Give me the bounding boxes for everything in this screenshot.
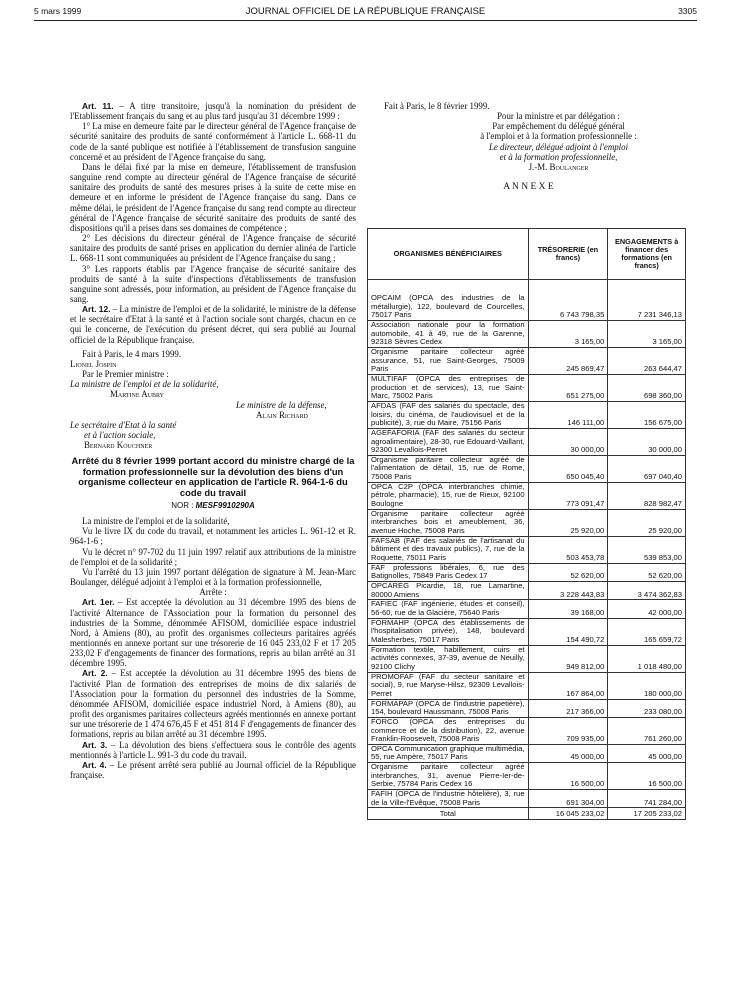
- tresorerie-cell: 146 111,00: [528, 401, 608, 428]
- nor-reference: [70, 501, 356, 511]
- tresorerie-cell: 52 620,00: [528, 563, 608, 581]
- organisme-cell: Association nationale pour la formation automobile, 41 à 49, rue de la Garenne, 92318 Sèvres Cedex: [368, 320, 529, 347]
- table-row: [368, 401, 686, 428]
- table-row: [368, 618, 686, 645]
- article-2-text: – Est acceptée la dévolution au 31 décembre 1995 des biens de l'activité Plan de formation des entreprises de moins de dix salariés de l'Association pour la formation du personnel des industries de la Somme, dénommée AFISOM, domiciliée espace industriel Nord, à Amiens (80), au profit des organismes paritaires collecteurs agréés mentionnés en annexe portant sur une trésorerie de 1 474 676,45 F et 451 814 F d'engagements de financer des formations, repris au bilan arrêté au 31 décembre 1995.: [70, 668, 356, 740]
- tresorerie-cell: 3 228 443,83: [528, 582, 608, 600]
- engagements-cell: 698 360,00: [608, 374, 686, 401]
- paragraph: 1° La mise en demeure faite par le directeur général de l'Agence française de sécurité sanitaire des produits de santé conformément à l'article L. 668-11 du code de la santé publique est notifiée à l'établissement de transfusion sanguine concerné et au président de l'Agence française du sang.: [70, 121, 356, 162]
- tresorerie-cell: 949 812,00: [528, 645, 608, 672]
- paragraph: Vu le décret n° 97-702 du 11 juin 1997 relatif aux attributions de la ministre de l'emploi et de la solidarité ;: [70, 546, 356, 567]
- signatory-role: Le ministre de la défense,: [236, 399, 327, 410]
- engagements-cell: 30 000,00: [608, 428, 686, 455]
- engagements-cell: 7 231 346,13: [608, 280, 686, 321]
- paragraph: 3° Les rapports établis par l'Agence française de sécurité sanitaire des produits de santé à la suite d'inspections d'établissements de transfusion sanguine sont adressés, pour information, au président de l'Agence française du sang.: [70, 263, 356, 304]
- tresorerie-cell: 45 000,00: [528, 744, 608, 762]
- signature-date: Fait à Paris, le 8 février 1999.: [384, 101, 490, 111]
- table-header-row: [368, 229, 686, 280]
- signatory-name: Alain Richard: [256, 409, 308, 420]
- engagements-cell: 180 000,00: [608, 672, 686, 699]
- tresorerie-cell: 167 864,00: [528, 672, 608, 699]
- table-row: [368, 509, 686, 536]
- article-11: [70, 101, 356, 121]
- signatures: [70, 359, 356, 450]
- organisme-cell: OPCA Communication graphique multimédia, 55, rue Ampère, 75017 Paris: [368, 744, 529, 762]
- engagements-cell: 3 474 362,83: [608, 582, 686, 600]
- tresorerie-cell: 30 000,00: [528, 428, 608, 455]
- engagements-cell: 741 284,00: [608, 790, 686, 808]
- annex-table: [367, 228, 686, 820]
- signatory-role: Par le Premier ministre :: [82, 369, 169, 380]
- organisme-cell: AGEFAFORIA (FAF des salariés du secteur agroalimentaire), 28-30, rue Edouard-Vaillant, 92300 Levallois-Perret: [368, 428, 529, 455]
- article-3-text: – La dévolution des biens s'effectuera sous le contrôle des agents mentionnés à l'article L. 991-3 du code du travail.: [70, 739, 356, 760]
- signatory-name: J.-M. Boulanger: [528, 161, 589, 172]
- signatory-role: Le secrétaire d'Etat à la santé: [70, 419, 177, 430]
- tresorerie-cell: 154 490,72: [528, 618, 608, 645]
- signatory-role: Pour la ministre et par délégation :: [497, 111, 620, 122]
- engagements-cell: 52 620,00: [608, 563, 686, 581]
- organisme-cell: MULTIFAF (OPCA des entreprises de production et de services), 13, rue Saint-Marc, 75002 Paris: [368, 374, 529, 401]
- signatory-role: et à la formation professionnelle,: [499, 151, 618, 162]
- engagements-cell: 25 920,00: [608, 509, 686, 536]
- signatory-role: à l'emploi et à la formation professionnelle :: [480, 131, 637, 142]
- annex-heading: A N N E X E: [503, 182, 554, 193]
- table-row: [368, 672, 686, 699]
- article-12-text: – La ministre de l'emploi et de la solidarité, le ministre de la défense et le secrétaire d'Etat à la santé et à l'action sociale sont chargés, chacun en ce qui le concerne, de l'exécution du présent décret, qui sera publié au Journal officiel de la République française.: [70, 304, 356, 345]
- engagements-cell: 3 165,00: [608, 320, 686, 347]
- journal-title: JOURNAL OFFICIEL DE LA RÉPUBLIQUE FRANÇAISE: [245, 6, 486, 17]
- table-row: [368, 763, 686, 790]
- organisme-cell: Organisme paritaire collecteur agréé assurance, 51, rue Saint-Georges, 75009 Paris: [368, 347, 529, 374]
- arrete-title: Arrêté du 8 février 1999 portant accord du ministre chargé de la formation professionnelle sur la dévolution des biens d'un organisme collecteur en application de l'article R. 964-1-6 du code du travail: [71, 455, 355, 498]
- organisme-cell: Organisme paritaire collecteur agréé interbranches, 31, avenue Pierre-Ier-de-Serbie, 75784 Paris Cedex 16: [368, 763, 529, 790]
- organisme-cell: Formation textile, habillement, cuirs et activités connexes, 37-39, avenue de Neuilly, 92100 Clichy: [368, 645, 529, 672]
- paragraph: La ministre de l'emploi et de la solidarité,: [82, 516, 230, 527]
- organisme-cell: FAFIEC (FAF ingénierie, études et conseil), 56-60, rue de la Glacière, 75640 Paris: [368, 600, 529, 618]
- column-header-tresorerie: TRÉSORERIE (en francs): [528, 229, 608, 280]
- article-1: [70, 597, 356, 668]
- tresorerie-cell: 217 366,00: [528, 699, 608, 717]
- arrete-label: Arrête :: [199, 587, 227, 598]
- organisme-cell: FORCO (OPCA des entreprises du commerce et de la distribution), 22, avenue Franklin-Roosevelt, 75008 Paris: [368, 717, 529, 744]
- annex-table-body: [368, 280, 686, 808]
- organisme-cell: AFDAS (FAF des salariés du spectacle, des loisirs, du cinéma, de l'audiovisuel et de la publicité), 3, rue du Maire, 75156 Paris: [368, 401, 529, 428]
- paragraph: Dans le délai fixé par la mise en demeure, l'établissement de transfusion sanguine rend compte au directeur général de l'Agence française de sécurité sanitaire des produits de santé des mesures prises à la suite de cette mise en demeure et en informe le président de l'Agence française du sang. Dans ce même délai, le président de l'Agence française du sang rend compte au directeur général de l'Agence française de sécurité sanitaire des produits de santé des dispositions qu'il a prises dans ses domaines de compétence ;: [70, 161, 356, 233]
- tresorerie-cell: 16 500,00: [528, 763, 608, 790]
- tresorerie-cell: 39 168,00: [528, 600, 608, 618]
- paragraph: 2° Les décisions du directeur général de l'Agence française de sécurité sanitaire des produits de santé prises en application du dernier alinéa de l'article L. 668-11 sont communiquées au président de l'Agence française du sang ;: [70, 233, 356, 264]
- left-column: [70, 101, 356, 780]
- engagements-cell: 45 000,00: [608, 744, 686, 762]
- signatory-role: Par empêchement du délégué général: [492, 121, 625, 132]
- organisme-cell: OPCA C2P (OPCA interbranches chimie, pétrole, pharmacie), 15, rue de Rieux, 92100 Boulogne: [368, 482, 529, 509]
- page-header: [34, 6, 697, 20]
- page-number: 3305: [678, 6, 697, 16]
- signatory-name: Martine Aubry: [110, 389, 165, 400]
- total-label: Total: [368, 808, 529, 820]
- table-row: [368, 600, 686, 618]
- tresorerie-cell: 25 920,00: [528, 509, 608, 536]
- organisme-cell: FORMAPAP (OPCA de l'industrie papetière), 154, boulevard Haussmann, 75008 Paris: [368, 699, 529, 717]
- table-row: [368, 536, 686, 563]
- engagements-cell: 16 500,00: [608, 763, 686, 790]
- engagements-cell: 697 040,40: [608, 455, 686, 482]
- article-11-heading: Art. 11.: [82, 101, 114, 111]
- article-2-heading: Art. 2.: [82, 668, 108, 679]
- total-tresorerie: 16 045 233,02: [528, 808, 608, 820]
- engagements-cell: 761 260,00: [608, 717, 686, 744]
- tresorerie-cell: 773 091,47: [528, 482, 608, 509]
- organisme-cell: FAFSAB (FAF des salariés de l'artisanat du bâtiment et des travaux publics), 7, rue de la Roquette, 75011 Paris: [368, 536, 529, 563]
- organisme-cell: FAF professions libérales, 6, rue des Batignolles, 75849 Paris Cedex 17: [368, 563, 529, 581]
- organisme-cell: OPCAREG Picardie, 18, rue Lamartine, 80000 Amiens: [368, 582, 529, 600]
- tresorerie-cell: 3 165,00: [528, 320, 608, 347]
- engagements-cell: 233 080,00: [608, 699, 686, 717]
- engagements-cell: 539 853,00: [608, 536, 686, 563]
- column-header-engagements: ENGAGEMENTS à financer des formations (en francs): [608, 229, 686, 280]
- organisme-cell: FAFIH (OPCA de l'industrie hôtelière), 3, rue de la Ville-l'Evêque, 75008 Paris: [368, 790, 529, 808]
- table-row: [368, 347, 686, 374]
- article-2: [70, 668, 356, 739]
- article-3: [70, 740, 356, 760]
- header-rule: [34, 20, 697, 21]
- right-column: [372, 101, 685, 194]
- table-row: [368, 699, 686, 717]
- table-row: [368, 280, 686, 321]
- engagements-cell: 1 018 480,00: [608, 645, 686, 672]
- tresorerie-cell: 6 743 798,35: [528, 280, 608, 321]
- article-11-text: – A titre transitoire, jusqu'à la nomination du président de l'Etablissement français du sang et au plus tard jusqu'au 31 décembre 1999 :: [70, 101, 356, 122]
- organisme-cell: OPCAIM (OPCA des industries de la métallurgie), 122, boulevard de Courcelles, 75017 Paris: [368, 280, 529, 321]
- article-3-heading: Art. 3.: [82, 739, 108, 750]
- article-4-heading: Art. 4.: [82, 759, 107, 770]
- tresorerie-cell: 691 304,00: [528, 790, 608, 808]
- organisme-cell: PROMOFAF (FAF du secteur sanitaire et social), 9, rue Maryse-Hilsz, 92309 Levallois-Perret: [368, 672, 529, 699]
- tresorerie-cell: 709 935,00: [528, 717, 608, 744]
- engagements-cell: 828 982,47: [608, 482, 686, 509]
- signature-date: Fait à Paris, le 4 mars 1999.: [82, 348, 182, 359]
- engagements-cell: 156 675,00: [608, 401, 686, 428]
- engagements-cell: 165 659,72: [608, 618, 686, 645]
- table-row: [368, 455, 686, 482]
- engagements-cell: 42 000,00: [608, 600, 686, 618]
- nor-code: MESF9910290A: [195, 500, 255, 510]
- engagements-cell: 263 644,47: [608, 347, 686, 374]
- nor-label: NOR :: [171, 500, 196, 510]
- article-12-heading: Art. 12.: [82, 304, 111, 315]
- tresorerie-cell: 245 869,47: [528, 347, 608, 374]
- paragraph: Vu le livre IX du code du travail, et notamment les articles L. 961-12 et R. 964-1-6 ;: [70, 526, 356, 547]
- article-1-text: – Est acceptée la dévolution au 31 décembre 1995 des biens de l'activité Alternance de l'Association pour la formation du personnel des industries de la Somme, dénommée AFISOM, domiciliée espace industriel Nord, à Amiens (80), au profit des organismes collecteurs paritaires agréés mentionnés en annexe portant sur une trésorerie de 16 045 233,02 F et 17 205 233,02 F d'engagements de financer des formations, repris au bilan arrêté au 31 décembre 1995.: [70, 597, 356, 669]
- table-row: [368, 744, 686, 762]
- table-row: [368, 582, 686, 600]
- article-1-heading: Art. 1er.: [82, 597, 115, 608]
- header-date: 5 mars 1999: [34, 6, 82, 16]
- table-row: [368, 320, 686, 347]
- signatory-name: Bernard Kouchner: [84, 440, 153, 451]
- table-row: [368, 374, 686, 401]
- tresorerie-cell: 651 275,00: [528, 374, 608, 401]
- article-12: [70, 304, 356, 345]
- tresorerie-cell: 503 453,78: [528, 536, 608, 563]
- article-4: [70, 760, 356, 780]
- table-row: [368, 563, 686, 581]
- signatory-role: Le directeur, délégué adjoint à l'emploi: [488, 141, 629, 152]
- total-engagements: 17 205 233,02: [608, 808, 686, 820]
- paragraph: Vu l'arrêté du 13 juin 1997 portant délégation de signature à M. Jean-Marc Boulanger, délégué adjoint à l'emploi et à la formation professionnelle,: [70, 566, 356, 588]
- column-header-organismes: ORGANISMES BÉNÉFICIAIRES: [368, 229, 529, 280]
- signatory-role: et à l'action sociale,: [84, 430, 156, 440]
- organisme-cell: Organisme paritaire collecteur agréé interbranches bois et ameublement, 36, avenue Hoche, 75008 Paris: [368, 509, 529, 536]
- signatory-name: Lionel Jospin: [70, 358, 117, 369]
- organisme-cell: FORMAHP (OPCA des établissements de l'hospitalisation privée), 148, boulevard Malesherbes, 75017 Paris: [368, 618, 529, 645]
- table-row: [368, 428, 686, 455]
- article-4-text: – Le présent arrêté sera publié au Journal officiel de la République française.: [70, 759, 356, 780]
- table-row: [368, 790, 686, 808]
- tresorerie-cell: 650 045,40: [528, 455, 608, 482]
- table-row: [368, 645, 686, 672]
- signatory-role: La ministre de l'emploi et de la solidarité,: [70, 379, 219, 390]
- table-total-row: [368, 808, 686, 820]
- table-row: [368, 717, 686, 744]
- organisme-cell: Organisme paritaire collecteur agréé de l'alimentation de détail, 15, rue de Rome, 75008 Paris: [368, 455, 529, 482]
- table-row: [368, 482, 686, 509]
